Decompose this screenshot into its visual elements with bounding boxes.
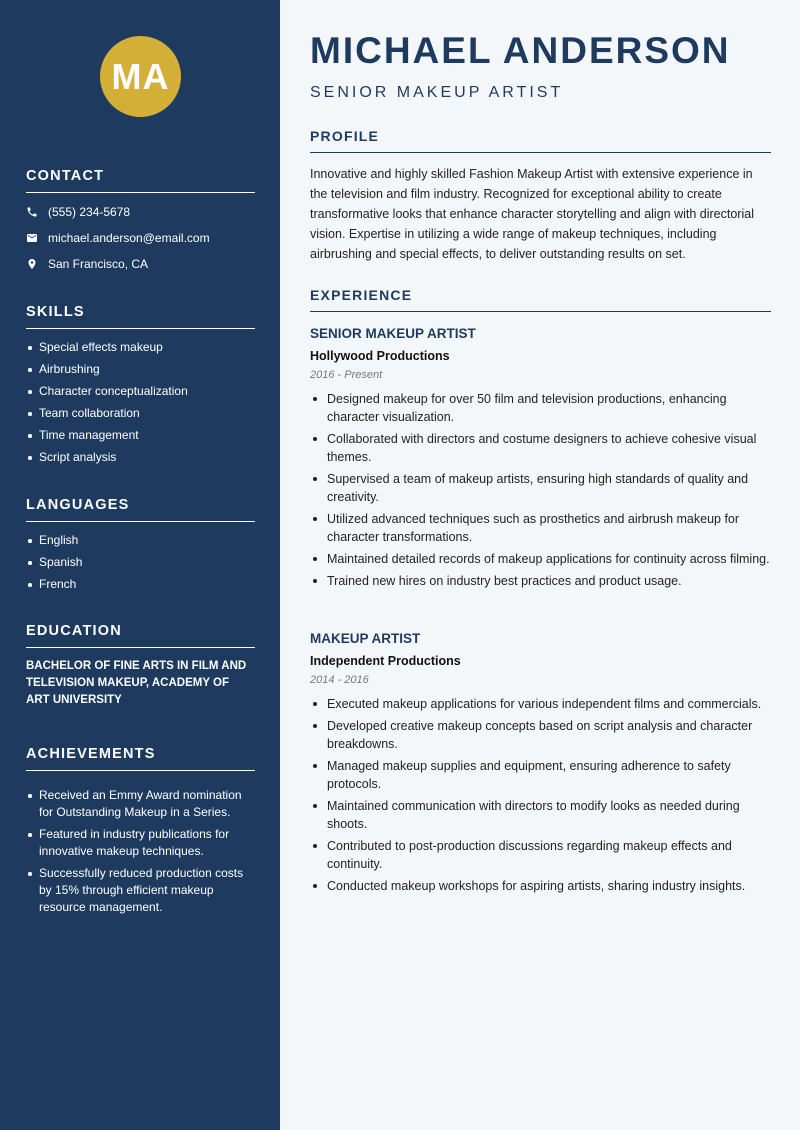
location-pin-icon [26, 258, 48, 270]
achievements-list [26, 787, 255, 916]
list-item: Character conceptualization [26, 383, 255, 400]
achievements-heading: ACHIEVEMENTS [26, 746, 255, 771]
phone-icon [26, 206, 48, 218]
phone-text: (555) 234-5678 [48, 205, 131, 219]
list-item: Conducted makeup workshops for aspiring artists, sharing industry insights. [310, 877, 771, 895]
education-heading: EDUCATION [26, 623, 255, 648]
list-item: English [26, 532, 255, 549]
languages-section [26, 497, 255, 598]
list-item: Spanish [26, 554, 255, 571]
list-item: Collaborated with directors and costume designers to achieve cohesive visual themes. [310, 430, 771, 466]
job-bullets [310, 390, 771, 590]
contact-section [26, 168, 255, 277]
person-role: SENIOR MAKEUP ARTIST [310, 84, 564, 101]
location-text: San Francisco, CA [48, 257, 149, 271]
sidebar [0, 0, 280, 1130]
contact-heading: CONTACT [26, 168, 255, 193]
list-item: Developed creative makeup concepts based on script analysis and character breakdowns. [310, 717, 771, 753]
avatar-initials: MA [100, 36, 181, 117]
job-company: Hollywood Productions [310, 349, 450, 363]
list-item: Contributed to post-production discussions regarding makeup effects and continuity. [310, 837, 771, 873]
contact-phone [26, 199, 255, 225]
skills-heading: SKILLS [26, 304, 255, 329]
list-item: Time management [26, 427, 255, 444]
skills-list [26, 339, 255, 466]
skills-section [26, 304, 255, 471]
languages-list [26, 532, 255, 593]
job-entry [310, 631, 771, 899]
list-item: Utilized advanced techniques such as prosthetics and airbrush makeup for character transformations. [310, 510, 771, 546]
list-item: Maintained detailed records of makeup applications for continuity across filming. [310, 550, 771, 568]
job-title: SENIOR MAKEUP ARTIST [310, 326, 476, 341]
contact-email [26, 225, 255, 251]
job-bullets [310, 695, 771, 895]
education-section [26, 623, 255, 709]
list-item: French [26, 576, 255, 593]
achievements-section [26, 746, 255, 921]
person-name: MICHAEL ANDERSON [310, 30, 731, 71]
list-item: Team collaboration [26, 405, 255, 422]
list-item: Managed makeup supplies and equipment, ensuring adherence to safety protocols. [310, 757, 771, 793]
mail-icon [26, 232, 48, 244]
list-item: Maintained communication with directors to modify looks as needed during shoots. [310, 797, 771, 833]
education-degree: BACHELOR OF FINE ARTS IN FILM AND TELEVISION MAKEUP, ACADEMY OF ART UNIVERSITY [26, 660, 247, 706]
list-item: Successfully reduced production costs by 15% through efficient makeup resource management. [26, 865, 255, 916]
job-company: Independent Productions [310, 654, 461, 668]
list-item: Received an Emmy Award nomination for Outstanding Makeup in a Series. [26, 787, 255, 821]
job-dates: 2016 - Present [310, 369, 383, 381]
list-item: Featured in industry publications for innovative makeup techniques. [26, 826, 255, 860]
job-entry [310, 326, 771, 594]
list-item: Executed makeup applications for various independent films and commercials. [310, 695, 771, 713]
experience-heading: EXPERIENCE [310, 287, 771, 312]
job-dates: 2014 - 2016 [310, 674, 369, 686]
list-item: Special effects makeup [26, 339, 255, 356]
contact-location [26, 251, 255, 277]
job-title: MAKEUP ARTIST [310, 631, 421, 646]
list-item: Designed makeup for over 50 film and television productions, enhancing character visualization. [310, 390, 771, 426]
list-item: Airbrushing [26, 361, 255, 378]
list-item: Script analysis [26, 449, 255, 466]
languages-heading: LANGUAGES [26, 497, 255, 522]
list-item: Trained new hires on industry best practices and product usage. [310, 572, 771, 590]
email-text: michael.anderson@email.com [48, 231, 210, 245]
list-item: Supervised a team of makeup artists, ensuring high standards of quality and creativity. [310, 470, 771, 506]
profile-heading: PROFILE [310, 128, 771, 153]
profile-text: Innovative and highly skilled Fashion Makeup Artist with extensive experience in the television and film industry. Recognized for exceptional ability to create transformative looks that enhance character storytelling and align with directorial vision. Expertise in utilizing a wide range of makeup techniques, including airbrushing and special effects, to deliver outstanding results on set. [310, 167, 754, 261]
